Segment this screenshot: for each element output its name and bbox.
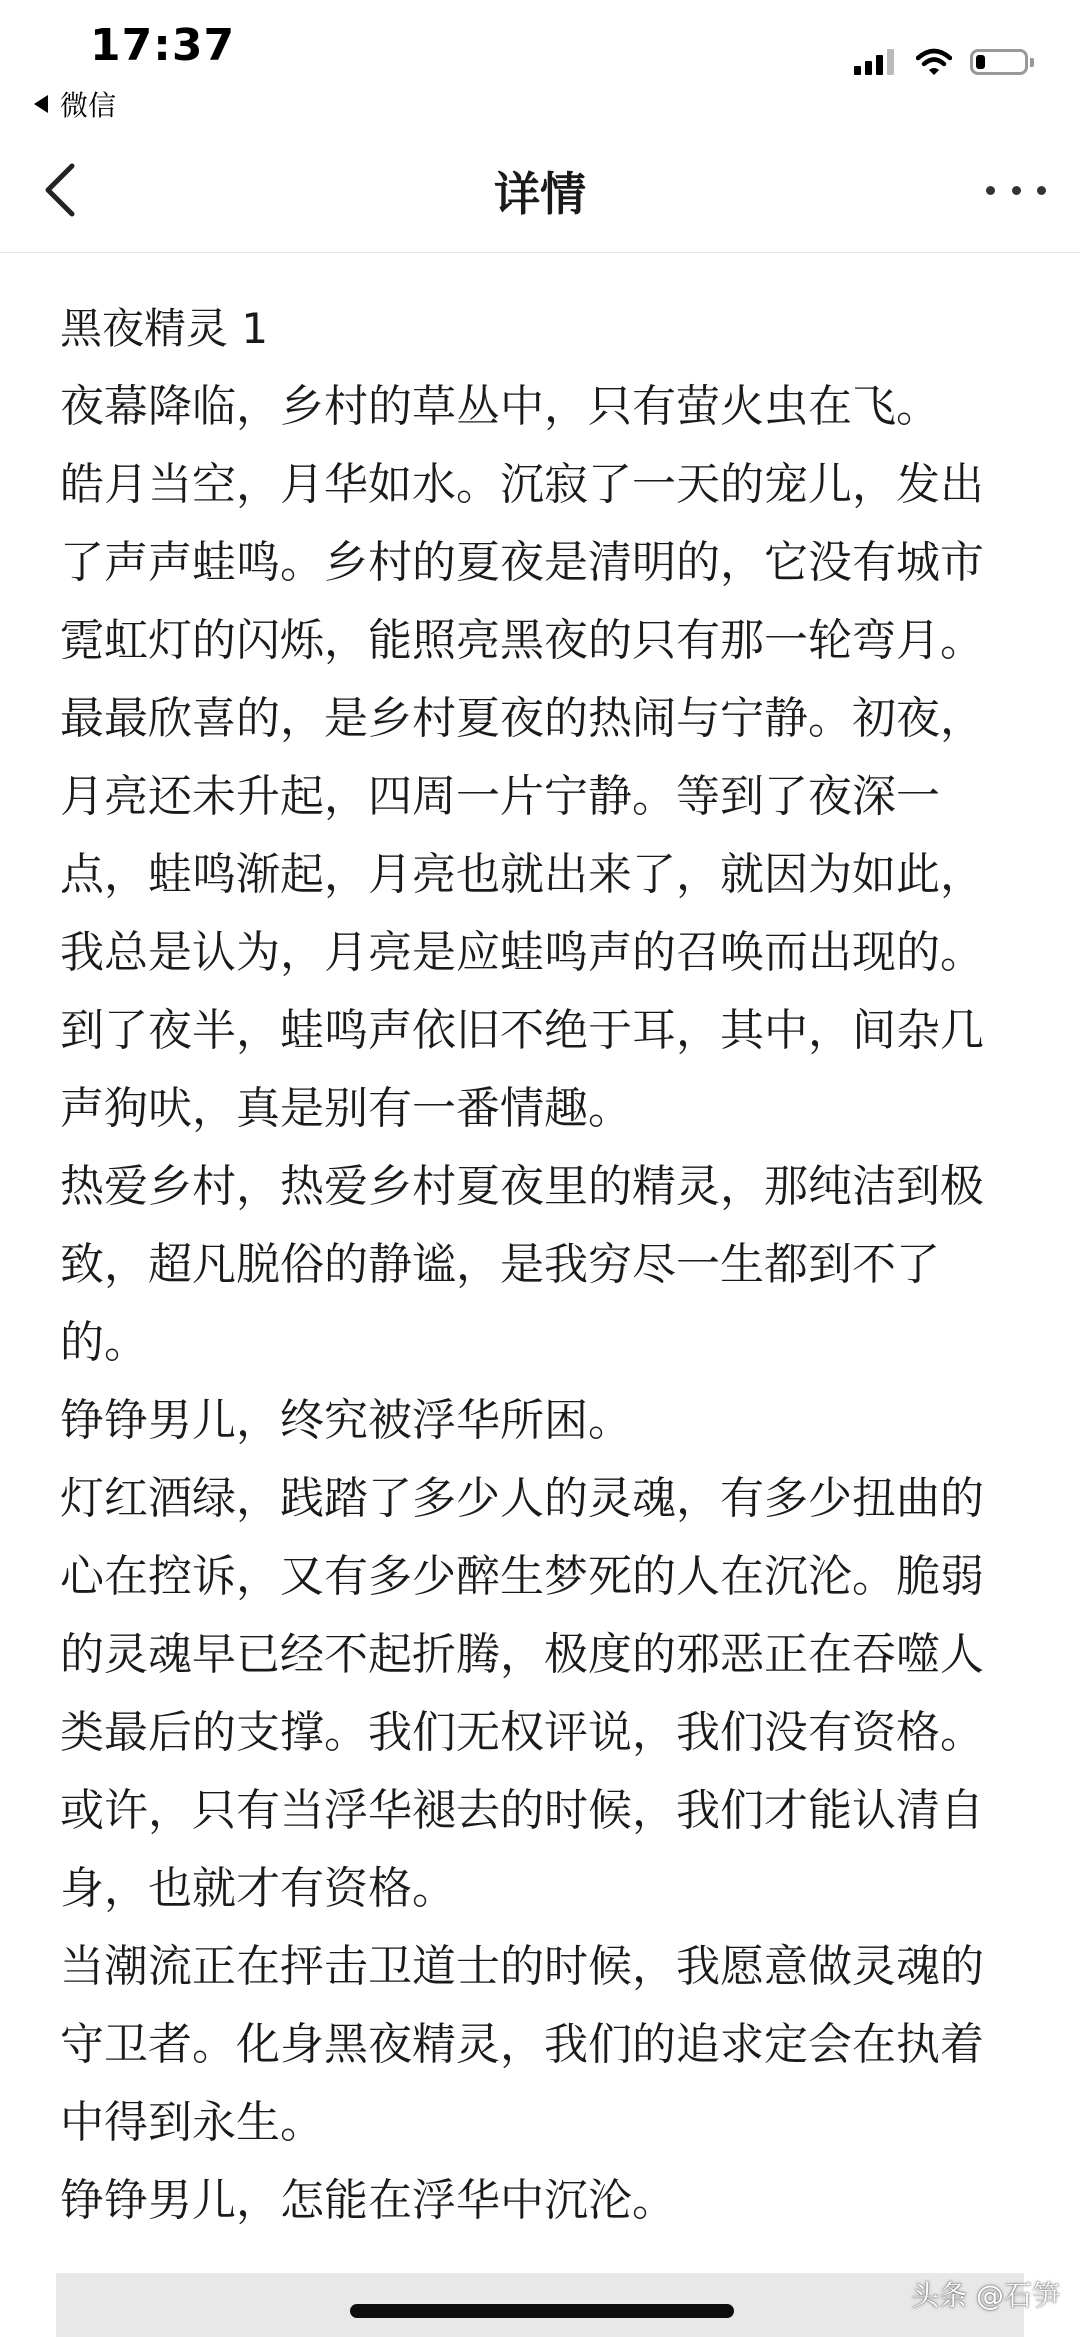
wifi-icon [916,48,952,76]
page-title: 详情 [494,167,586,221]
more-dot-icon [986,186,995,195]
article-line: 点，蛙鸣渐起，月亮也就出来了，就因为如此， [60,849,984,900]
article-body [60,290,1035,2240]
article-line: 或许，只有当浮华褪去的时候，我们才能认清自 [60,1785,984,1836]
more-dot-icon [1012,186,1021,195]
article-line: 声狗吠，真是别有一番情趣。 [60,1083,632,1134]
article-line: 了声声蛙鸣。乡村的夏夜是清明的，它没有城市 [60,537,984,588]
return-to-app-button[interactable] [34,84,116,124]
article-line: 灯红酒绿，践踏了多少人的灵魂，有多少扭曲的 [60,1473,984,1524]
article-line: 类最后的支撑。我们无权评说，我们没有资格。 [60,1707,984,1758]
back-triangle-icon [34,95,48,113]
battery-icon [970,49,1028,75]
more-dot-icon [1037,186,1046,195]
article-line: 我总是认为，月亮是应蛙鸣声的召唤而出现的。 [60,927,984,978]
article-line: 月亮还未升起，四周一片宁静。等到了夜深一 [60,771,940,822]
article-line: 夜幕降临，乡村的草丛中，只有萤火虫在飞。 [60,381,940,432]
return-app-label: 微信 [60,89,117,122]
article-line: 到了夜半，蛙鸣声依旧不绝于耳，其中，间杂几 [60,1005,984,1056]
more-button[interactable] [986,172,1046,208]
article-title: 黑夜精灵 1 [60,304,269,353]
article-line: 的。 [60,1317,148,1368]
battery-level-fill [976,55,985,69]
article-line: 当潮流正在抨击卫道士的时候，我愿意做灵魂的 [60,1941,984,1992]
status-icons [854,48,1028,76]
article-line: 中得到永生。 [60,2097,324,2148]
cellular-signal-icon [854,49,898,75]
article-line: 身，也就才有资格。 [60,1863,456,1914]
watermark: 头条 @石笋 [911,2279,1060,2312]
article-line: 铮铮男儿，终究被浮华所困。 [60,1395,632,1446]
status-bar [0,0,1080,130]
article-line: 致，超凡脱俗的静谧，是我穷尽一生都到不了 [60,1239,940,1290]
status-time: 17:37 [90,20,236,71]
article-line: 铮铮男儿，怎能在浮华中沉沦。 [60,2175,676,2226]
article-line: 守卫者。化身黑夜精灵，我们的追求定会在执着 [60,2019,984,2070]
article-line: 热爱乡村，热爱乡村夏夜里的精灵，那纯洁到极 [60,1161,984,1212]
nav-bar [0,130,1080,253]
article-line: 的灵魂早已经不起折腾，极度的邪恶正在吞噬人 [60,1629,984,1680]
article-line: 心在控诉，又有多少醉生梦死的人在沉沦。脆弱 [60,1551,984,1602]
article-line: 霓虹灯的闪烁，能照亮黑夜的只有那一轮弯月。 [60,615,984,666]
article-line: 最最欣喜的，是乡村夏夜的热闹与宁静。初夜， [60,693,984,744]
home-indicator[interactable] [350,2304,734,2318]
article-line: 皓月当空，月华如水。沉寂了一天的宠儿，发出 [60,459,984,510]
